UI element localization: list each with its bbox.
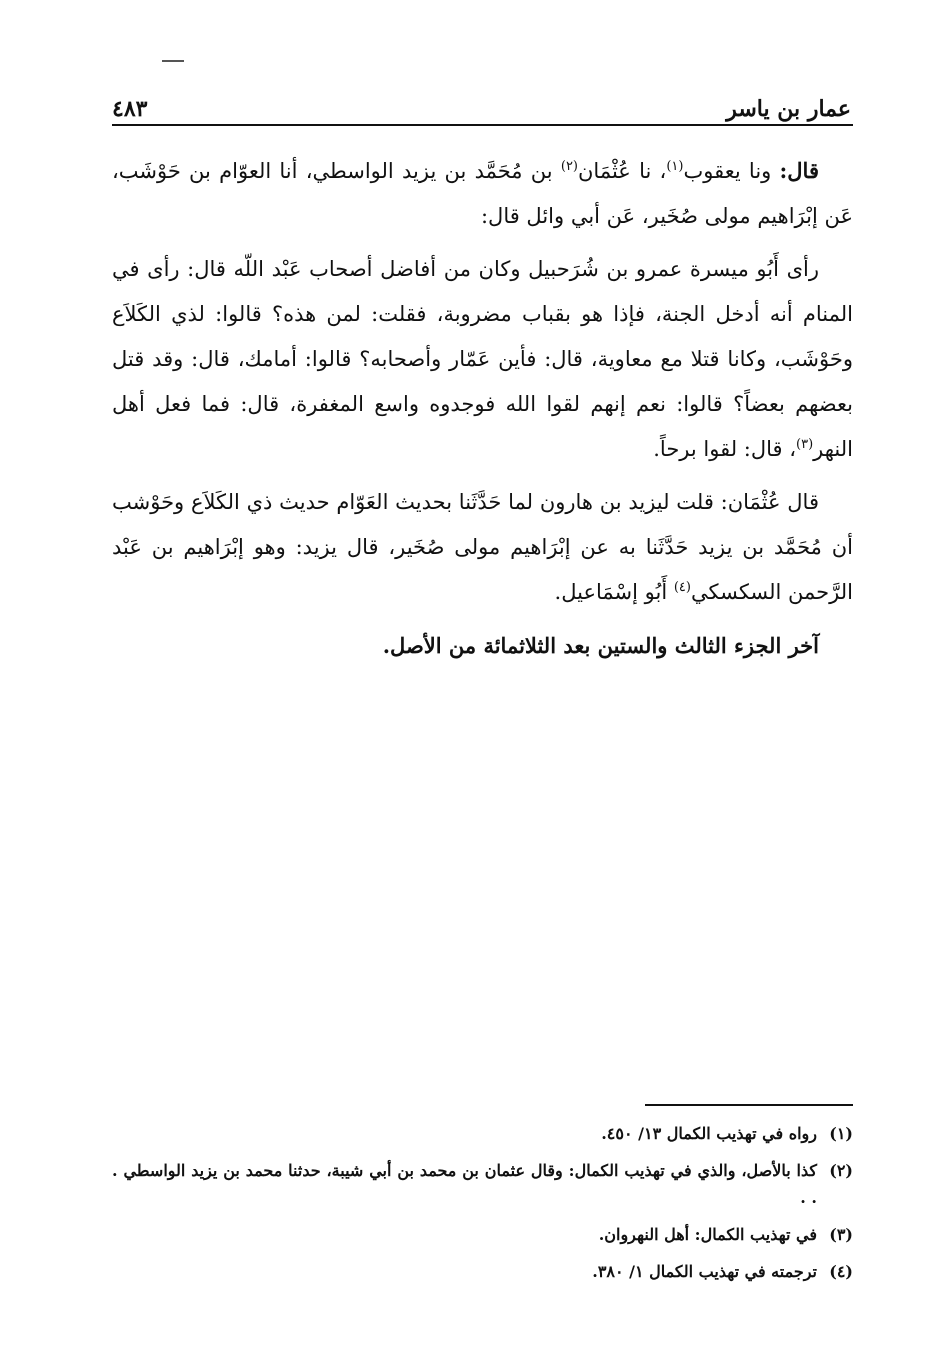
text-run: ، نا عُثْمَان	[578, 159, 667, 183]
text-run: ، قال: لقوا برحاً.	[653, 437, 797, 461]
footnote-ref-2[interactable]: (٢)	[560, 159, 578, 174]
footnotes	[112, 1120, 853, 1295]
paragraph-dream	[112, 247, 853, 472]
footnote-number: (٣)	[829, 1225, 853, 1244]
paragraph-colophon	[112, 623, 853, 668]
text-run: آخر الجزء الثالث والستين بعد الثلاثمائة من الأصل.	[382, 633, 819, 658]
text-run: قال عُثْمَان: قلت ليزيد بن هارون لما حَدَّثَنا بحديث العَوّام حديث ذي الكَلاَع وحَوْشب أن مُحَمَّد بن يزيد حَدَّثَنا به عن إبْرَاهيم مولى صُخَير، قال يزيد: وهو إبْرَاهيم بن عَبْد الرَّحمن السكسكي	[112, 490, 853, 604]
text-run: ونا يعقوب	[683, 159, 780, 183]
paragraph-isnad	[112, 148, 853, 239]
paragraph-uthman	[112, 480, 853, 615]
footnote-number: (٢)	[829, 1161, 853, 1180]
page-number: ٤٨٣	[112, 96, 148, 122]
footnote-number: (١)	[829, 1124, 853, 1143]
footnote-rule	[645, 1104, 853, 1106]
text-run: بن مُحَمَّد بن يزيد الواسطي، أنا العوّام بن حَوْشَب، عَن إبْرَاهيم مولى صُخَير، عَن أبي وائل قال:	[112, 159, 853, 228]
footnote-text: ترجمته في تهذيب الكمال ١/ ٣٨٠.	[592, 1262, 817, 1281]
footnote-text: في تهذيب الكمال: أهل النهروان.	[598, 1225, 817, 1244]
footnote-number: (٤)	[829, 1262, 853, 1281]
text-run: رأى أَبُو ميسرة عمرو بن شُرَحبيل وكان من أفاضل أصحاب عَبْد اللّه قال: رأى في المنام أنه أدخل الجنة، فإذا هو بقباب مضروبة، فقلت: لمن هذه؟ قالوا: لذي الكَلاَع وحَوْشَب، وكانا قتلا مع معاوية، قال: فأين عَمّار وأصحابه؟ قالوا: أمامك، قال: وقد قتل بعضهم بعضاً؟ قالوا: نعم إنهم لقوا الله فوجدوه واسع المغفرة، قال: فما فعل أهل النهر	[112, 257, 853, 461]
footnote-item	[112, 1157, 853, 1211]
footnote-item	[112, 1258, 853, 1285]
footnote-text: كذا بالأصل، والذي في تهذيب الكمال: وقال عثمان بن محمد بن أبي شيبة، حدثنا محمد بن يزيد الواسطي . . .	[112, 1161, 817, 1207]
main-text	[112, 148, 853, 676]
footnote-item	[112, 1120, 853, 1147]
header-rule	[112, 124, 853, 126]
scan-mark	[162, 60, 184, 62]
footnote-item	[112, 1221, 853, 1248]
text-run: أَبُو إسْمَاعيل.	[554, 580, 674, 604]
footnote-ref-3[interactable]: (٣)	[796, 437, 814, 452]
running-header	[112, 84, 851, 122]
paragraph-lead: قال:	[779, 158, 819, 183]
footnote-ref-4[interactable]: (٤)	[673, 580, 691, 595]
footnote-ref-1[interactable]: (١)	[666, 159, 684, 174]
footnote-text: رواه في تهذيب الكمال ١٣/ ٤٥٠.	[601, 1124, 817, 1143]
running-title: عمار بن ياسر	[726, 96, 851, 122]
